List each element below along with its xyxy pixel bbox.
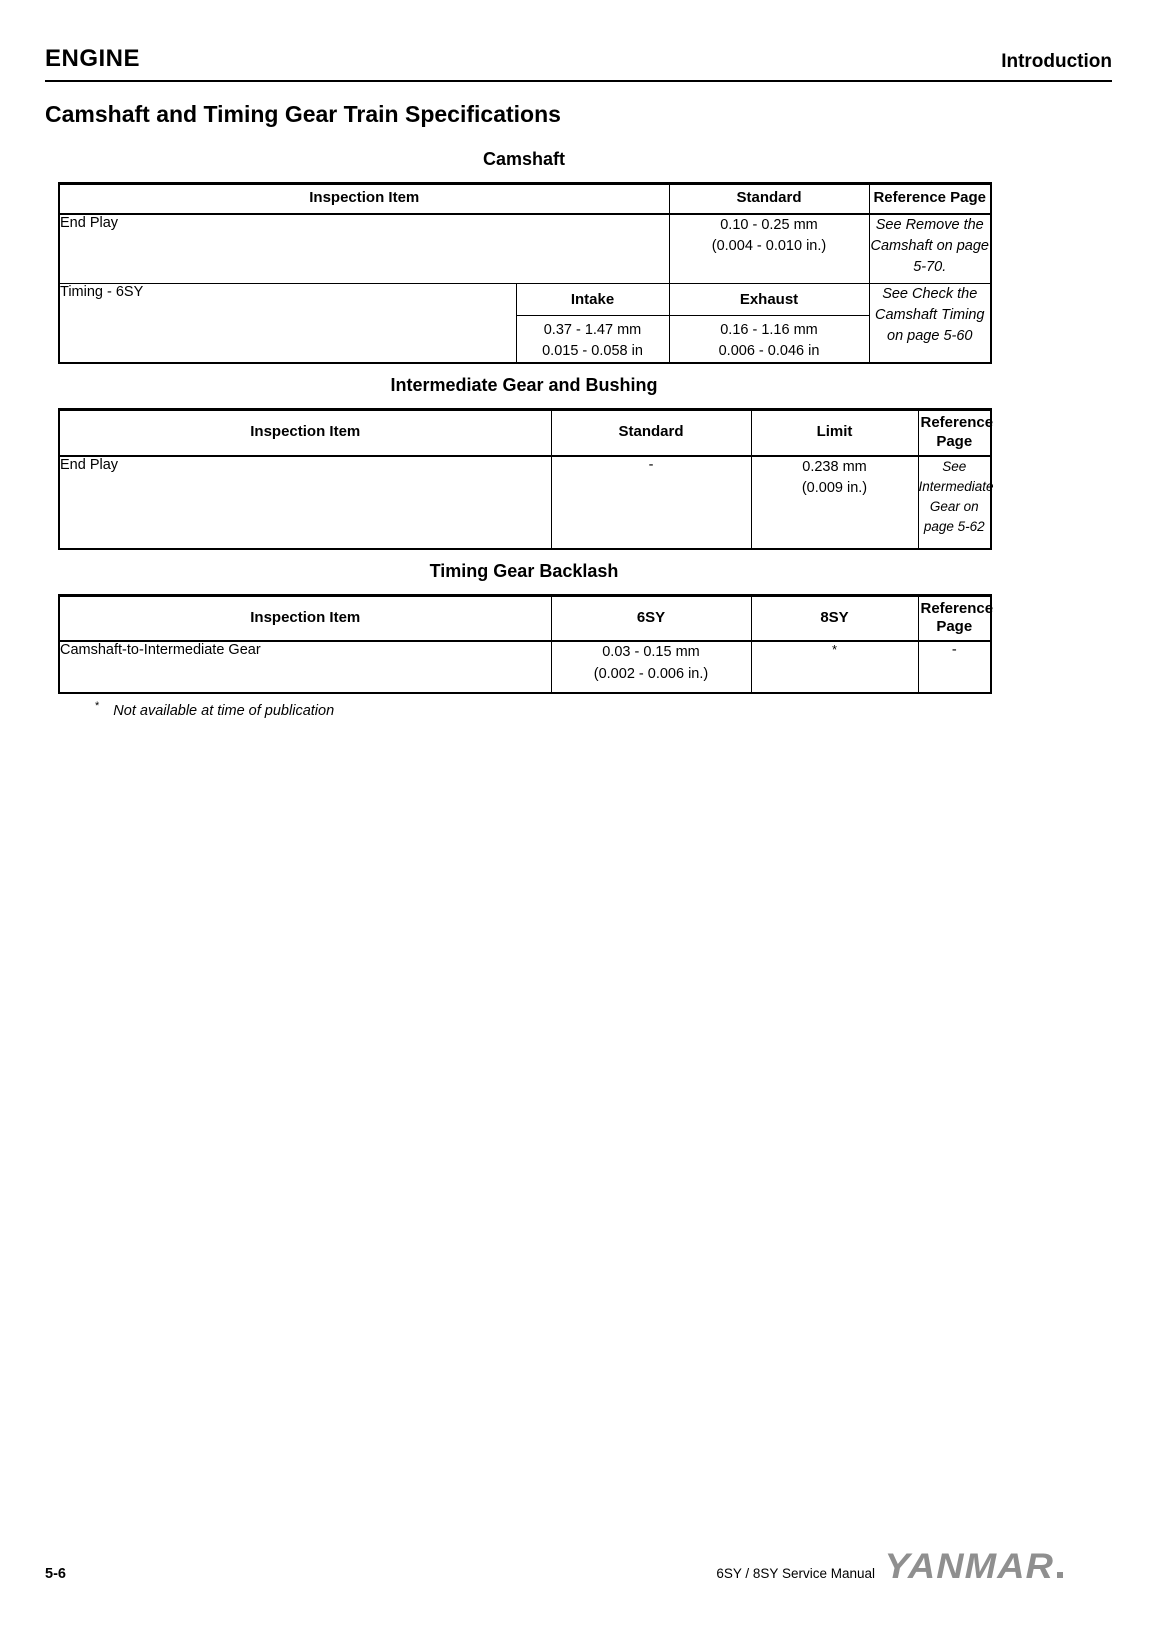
table-header-row — [59, 184, 991, 214]
registered-mark-dot — [1057, 1572, 1063, 1578]
cell-end-play: End Play — [59, 214, 669, 284]
cell-reference-dash: - — [918, 641, 991, 693]
value-in: (0.004 - 0.010 in.) — [711, 238, 827, 255]
header-inspection-item: Inspection Item — [59, 410, 551, 456]
intake-label: Intake — [517, 284, 669, 316]
value-mm: 0.03 - 0.15 mm — [602, 644, 700, 661]
cell-timing-6sy: Timing - 6SY — [59, 284, 516, 364]
value-mm: 0.37 - 1.47 mm — [543, 322, 642, 338]
cell-intake — [516, 284, 669, 364]
intermediate-gear-table — [58, 408, 992, 550]
manual-title: 6SY / 8SY Service Manual — [716, 1566, 875, 1581]
backlash-section — [58, 560, 994, 695]
header-standard: Standard — [669, 184, 869, 214]
page-body — [0, 0, 1157, 719]
backlash-table — [58, 594, 992, 695]
header-inspection-item: Inspection Item — [59, 595, 551, 641]
value-in: (0.009 in.) — [801, 480, 868, 497]
cell-reference: See Intermediate Gear on page 5-62 — [918, 456, 991, 549]
section-label: ENGINE — [45, 45, 141, 72]
table-header-row — [59, 410, 991, 456]
page-header — [45, 45, 1112, 73]
cell-timing-reference: See Check the Camshaft Timing on page 5-60 — [869, 284, 991, 364]
header-inspection-item: Inspection Item — [59, 184, 669, 214]
yanmar-logo-text: YANMAR — [884, 1547, 1054, 1586]
cell-standard-dash: - — [551, 456, 751, 549]
exhaust-label: Exhaust — [670, 284, 869, 316]
table-row — [59, 456, 991, 549]
cell-limit — [751, 456, 918, 549]
value-in: 0.006 - 0.046 in — [718, 343, 820, 360]
header-limit: Limit — [751, 410, 918, 456]
chapter-label: Introduction — [1001, 51, 1112, 72]
value-in: (0.002 - 0.006 in.) — [593, 665, 709, 682]
table-row — [59, 284, 991, 364]
value-mm: 0.10 - 0.25 mm — [720, 216, 818, 233]
footnote — [95, 700, 1112, 719]
value-mm: 0.238 mm — [802, 458, 867, 475]
exhaust-values — [670, 316, 869, 362]
page-number: 5-6 — [45, 1566, 66, 1582]
yanmar-logo — [884, 1547, 1063, 1586]
table-row — [59, 214, 991, 284]
intermediate-table-title: Intermediate Gear and Bushing — [390, 375, 658, 396]
cell-end-play-reference: See Remove the Camshaft on page 5-70. — [869, 214, 991, 284]
cell-exhaust — [669, 284, 869, 364]
page-footer — [45, 1549, 1063, 1584]
cell-end-play-standard — [669, 214, 869, 284]
footnote-marker: * — [95, 700, 100, 713]
camshaft-table — [58, 182, 992, 364]
camshaft-section — [58, 149, 990, 364]
cell-8sy-asterisk: * — [751, 641, 918, 693]
header-standard: Standard — [551, 410, 751, 456]
header-8sy: 8SY — [751, 595, 918, 641]
table-row — [59, 641, 991, 693]
table-header-row — [59, 595, 991, 641]
footnote-text: Not available at time of publication — [113, 702, 335, 719]
header-reference-page: Reference Page — [918, 410, 991, 456]
header-rule — [45, 80, 1112, 82]
backlash-table-title: Timing Gear Backlash — [429, 560, 619, 581]
intake-values — [517, 316, 669, 362]
page-title: Camshaft and Timing Gear Train Specifications — [45, 101, 561, 127]
value-in: 0.015 - 0.058 in — [542, 343, 643, 360]
cell-6sy-value — [551, 641, 751, 693]
value-mm: 0.16 - 1.16 mm — [720, 322, 818, 338]
camshaft-table-title: Camshaft — [482, 149, 566, 169]
cell-end-play: End Play — [59, 456, 551, 549]
header-reference-page: Reference Page — [918, 595, 991, 641]
intermediate-gear-section — [58, 375, 994, 550]
cell-camshaft-to-intermediate-gear: Camshaft-to-Intermediate Gear — [59, 641, 551, 693]
header-reference-page: Reference Page — [869, 184, 991, 214]
header-6sy: 6SY — [551, 595, 751, 641]
footer-right — [716, 1549, 1063, 1584]
